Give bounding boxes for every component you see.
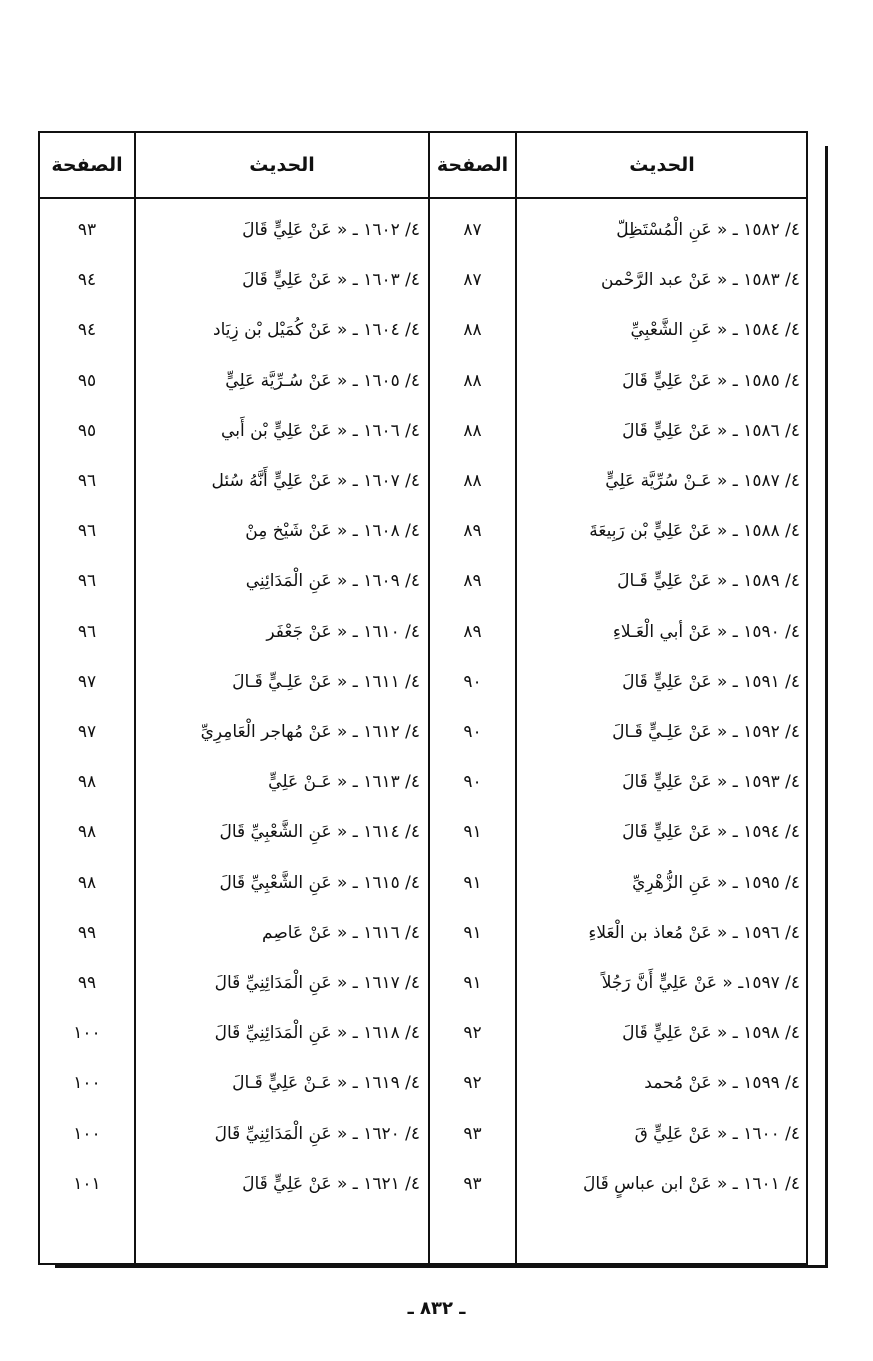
column-divider (515, 133, 517, 1263)
page-reference: ٩٠ (463, 722, 482, 742)
page-reference: ٩١ (463, 973, 482, 993)
header-page-left: الصفحة (51, 154, 123, 176)
hadith-entry: ٤/ ١٥٨٧ ـ « عَـنْ سُرِّيَّة عَلِيٍّ (605, 471, 800, 491)
page-reference: ٩٨ (77, 772, 97, 793)
hadith-entry: ٤/ ١٥٩٥ ـ « عَنِ الزُّهْرِيِّ (632, 872, 800, 893)
hadith-entry: ٤/ ١٥٨٤ ـ « عَنِ الشَّعْبِيِّ (630, 320, 800, 341)
hadith-entry: ٤/ ١٦٠٨ ـ « عَنْ شَيْخ مِنْ (245, 521, 420, 542)
page-reference: ٩٦ (77, 621, 97, 642)
column-divider (134, 133, 136, 1263)
page-reference: ٩٩ (77, 973, 97, 993)
hadith-entry: ٤/ ١٥٩٦ ـ « عَنْ مُعاذ بن الْعَلاءِ (588, 922, 800, 943)
header-hadith-left: الحديث (249, 154, 315, 176)
hadith-entry: ٤/ ١٦١٢ ـ « عَنْ مُهاجر الْعَامِرِيِّ (200, 722, 420, 742)
hadith-entry: ٤/ ١٥٨٦ ـ « عَنْ عَلِيٍّ قَالَ (622, 420, 800, 441)
page-reference: ٩١ (463, 922, 482, 943)
hadith-entry: ٤/ ١٥٨٨ ـ « عَنْ عَلِيٍّ بْن رَبِيعَةَ (589, 521, 800, 542)
page-reference: ٩٠ (463, 772, 482, 793)
hadith-entry: ٤/ ١٥٨٩ ـ « عَنْ عَلِيٍّ قَـالَ (617, 571, 800, 592)
page-reference: ١٠٠ (73, 1023, 101, 1044)
hadith-entry: ٤/ ١٦٢١ ـ « عَنْ عَلِيٍّ قَالَ (242, 1173, 420, 1194)
page-reference: ٨٧ (463, 270, 482, 291)
page-reference: ٨٩ (463, 571, 482, 592)
page-reference: ٨٩ (463, 521, 482, 542)
page-reference: ١٠٠ (73, 1073, 101, 1094)
hadith-entry: ٤/ ١٦٢٠ ـ « عَنِ الْمَدَائِنِيِّ قَالَ (214, 1123, 420, 1144)
page-reference: ٩٨ (77, 872, 97, 893)
hadith-entry: ٤/ ١٦١٧ ـ « عَنِ الْمَدَائِنِيِّ قَالَ (214, 973, 420, 993)
page-reference: ٨٩ (463, 621, 482, 642)
hadith-entry: ٤/ ١٦٠٤ ـ « عَنْ كُمَيْل بْن زِيَاد (213, 320, 420, 341)
header-page-right: الصفحة (436, 154, 509, 176)
page-reference: ٩٢ (463, 1073, 482, 1094)
page-reference: ٩٥ (77, 370, 97, 391)
hadith-entry: ٤/ ١٦٠٠ ـ « عَنْ عَلِيٍّ قَ (634, 1123, 800, 1144)
hadith-entry: ٤/ ١٦٠٦ ـ « عَنْ عَلِيٍّ بْن أَبي (221, 420, 420, 441)
hadith-entry: ٤/ ١٦١٥ ـ « عَنِ الشَّعْبِيِّ قَالَ (219, 872, 420, 893)
hadith-entry: ٤/ ١٦٠١ ـ « عَنْ ابن عباسٍ قَالَ (583, 1173, 800, 1194)
page-reference: ٨٨ (463, 320, 482, 341)
hadith-entry: ٤/ ١٦١٤ ـ « عَنِ الشَّعْبِيِّ قَالَ (219, 822, 420, 843)
header-divider (40, 197, 806, 199)
hadith-entry: ٤/ ١٥٩٩ ـ « عَنْ مُحمد (644, 1073, 800, 1094)
page-reference: ٩٦ (77, 571, 97, 592)
hadith-entry: ٤/ ١٦١٣ ـ « عَـنْ عَلِيٍّ (268, 772, 420, 793)
hadith-entry: ٤/ ١٦١٩ ـ « عَـنْ عَلِيٍّ قَـالَ (232, 1073, 420, 1094)
page-reference: ٨٨ (463, 420, 482, 441)
hadith-entry: ٤/ ١٦٠٥ ـ « عَنْ سُـرِّيَّة عَلِيٍّ (225, 370, 420, 391)
hadith-entry: ٤/ ١٦١٠ ـ « عَنْ جَعْفَر (266, 621, 420, 642)
hadith-entry: ٤/ ١٥٩٠ ـ « عَنْ أبي الْعَـلاءِ (612, 621, 800, 642)
hadith-entry: ٤/ ١٥٩٣ ـ « عَنْ عَلِيٍّ قَالَ (622, 772, 800, 793)
hadith-entry: ٤/ ١٥٩٨ ـ « عَنْ عَلِيٍّ قَالَ (622, 1023, 800, 1044)
page-reference: ٩٤ (77, 320, 97, 341)
page-reference: ٩٤ (77, 270, 97, 291)
hadith-entry: ٤/ ١٥٨٣ ـ « عَنْ عبد الرَّحْمن (600, 270, 800, 291)
page-number: ـ ٨٣٢ ـ (407, 1298, 466, 1319)
hadith-entry: ٤/ ١٥٨٥ ـ « عَنْ عَلِيٍّ قَالَ (622, 370, 800, 391)
hadith-index-table (38, 131, 808, 1265)
page-reference: ٩٣ (77, 220, 97, 240)
page-reference: ٩٧ (77, 722, 97, 742)
page-reference: ٩٦ (77, 471, 97, 491)
hadith-entry: ٤/ ١٥٩٧ـ « عَنْ عَلِيٍّ أَنَّ رَجُلاً (601, 973, 800, 993)
page-reference: ٩٣ (463, 1123, 482, 1144)
page-reference: ٩٧ (77, 671, 97, 692)
hadith-entry: ٤/ ١٥٩١ ـ « عَنْ عَلِيٍّ قَالَ (622, 671, 800, 692)
page-reference: ١٠٠ (73, 1123, 101, 1144)
header-hadith-right: الحديث (629, 154, 695, 176)
page-reference: ٩٠ (463, 671, 482, 692)
page-reference: ٨٨ (463, 471, 482, 491)
hadith-entry: ٤/ ١٦١٦ ـ « عَنْ عَاصِم (262, 922, 420, 943)
page-reference: ٨٨ (463, 370, 482, 391)
hadith-entry: ٤/ ١٥٩٢ ـ « عَنْ عَلِـيٍّ قَـالَ (612, 722, 800, 742)
page-reference: ٩١ (463, 822, 482, 843)
page-reference: ٩٢ (463, 1023, 482, 1044)
page-reference: ٩٩ (77, 922, 97, 943)
hadith-entry: ٤/ ١٥٩٤ ـ « عَنْ عَلِيٍّ قَالَ (622, 822, 800, 843)
page-reference: ٨٧ (463, 220, 482, 240)
page-reference: ٩٨ (77, 822, 97, 843)
page-reference: ٩٦ (77, 521, 97, 542)
page-reference: ٩٣ (463, 1173, 482, 1194)
hadith-entry: ٤/ ١٥٨٢ ـ « عَنِ الْمُسْتَظِلّ (616, 220, 800, 240)
page-reference: ٩٥ (77, 420, 97, 441)
hadith-entry: ٤/ ١٦١٨ ـ « عَنِ الْمَدَائِنِيِّ قَالَ (214, 1023, 420, 1044)
hadith-entry: ٤/ ١٦٠٧ ـ « عَنْ عَلِيٍّ أَنَّهُ سُئل (211, 471, 420, 491)
hadith-entry: ٤/ ١٦٠٢ ـ « عَنْ عَلِيٍّ قَالَ (242, 220, 420, 240)
hadith-entry: ٤/ ١٦٠٣ ـ « عَنْ عَلِيٍّ قَالَ (242, 270, 420, 291)
page-reference: ٩١ (463, 872, 482, 893)
page-reference: ١٠١ (73, 1173, 101, 1194)
hadith-entry: ٤/ ١٦١١ ـ « عَنْ عَلِـيٍّ قَـالَ (232, 671, 420, 692)
hadith-entry: ٤/ ١٦٠٩ ـ « عَنِ الْمَدَائِنِي (245, 571, 420, 592)
